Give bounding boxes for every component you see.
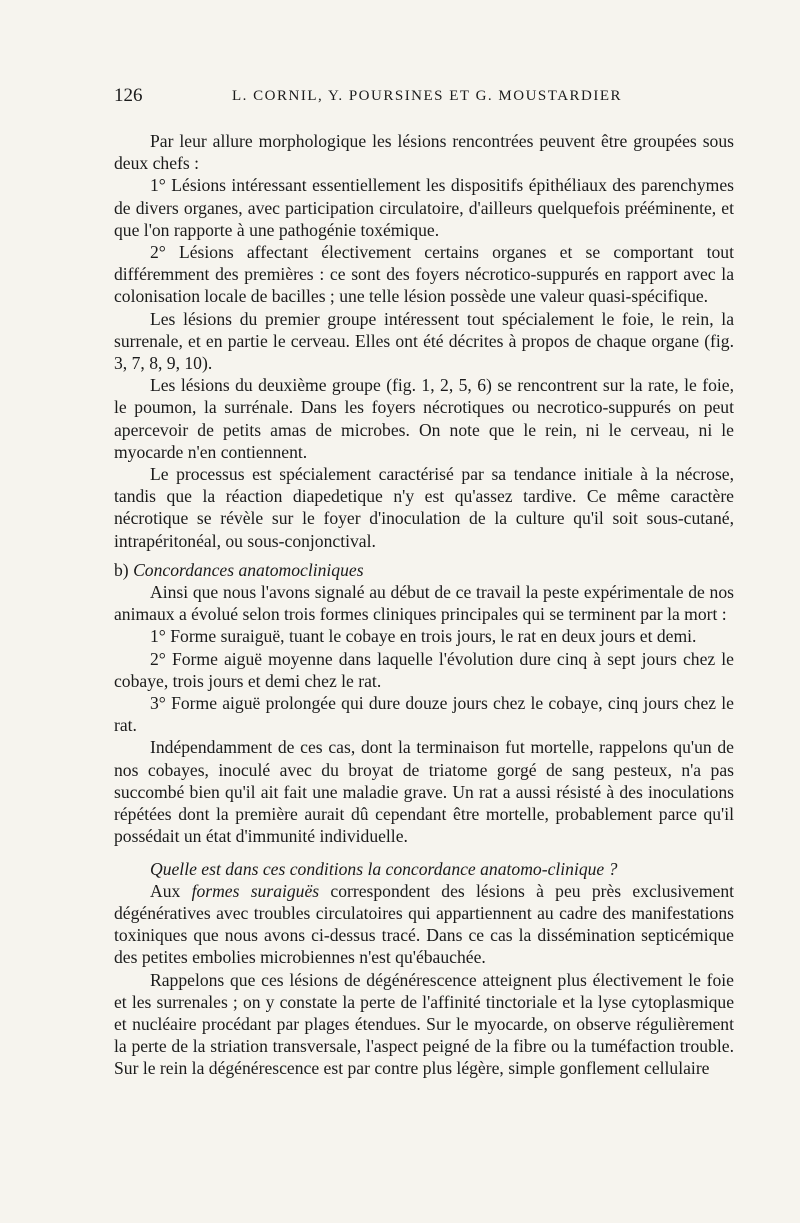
paragraph-12-italic: formes suraiguës xyxy=(191,880,320,901)
paragraph-13: Rappelons que ces lésions de dégénérescence atteignent plus électivement le foie et les surrenales ; on y constate la perte de l'affinité tinctoriale et la lyse cytoplasmique et nucléaire procédant par plages étendues. Sur le myocarde, on observe régulièrement la perte de la striation transversale, l'aspect peigné de la fibre ou la tuméfaction trouble. Sur le rein la dégénérescence est par contre plus légère, simple gonflement cellulaire xyxy=(114,969,734,1079)
page-number: 126 xyxy=(114,85,143,106)
section-heading xyxy=(114,559,734,581)
paragraph-6: Le processus est spécialement caractérisé par sa tendance initiale à la nécrose, tandis que la réaction diapedetique n'y est qu'assez tardive. Ce même caractère nécrotique se révèle sur le foyer d'inoculation de la culture qu'il soit sous-cutané, intrapéritonéal, ou sous-conjonctival. xyxy=(114,464,734,551)
paragraph-1: Par leur allure morphologique les lésions rencontrées peuvent être groupées sous deux chefs : xyxy=(114,131,734,174)
paragraph-5: Les lésions du deuxième groupe (fig. 1, 2, 5, 6) se rencontrent sur la rate, le foie, le poumon, la surrénale. Dans les foyers nécrotiques ou necrotico-suppurés on peut apercevoir de petits amas de microbes. On note que le rein, ni le cerveau, ni le myocarde n'en contiennent. xyxy=(114,375,734,462)
running-title: L. CORNIL, Y. POURSINES ET G. MOUSTARDIER xyxy=(232,88,623,104)
paragraph-7: Ainsi que nous l'avons signalé au début de ce travail la peste expérimentale de nos animaux a évolué selon trois formes cliniques principales qui se terminent par la mort : xyxy=(114,582,734,625)
paragraph-10: 3° Forme aiguë prolongée qui dure douze jours chez le cobaye, cinq jours chez le rat. xyxy=(114,693,734,736)
paragraph-4: Les lésions du premier groupe intéressent tout spécialement le foie, le rein, la surrenale, et en partie le cerveau. Elles ont été décrites à propos de chaque organe (fig. 3, 7, 8, 9, 10). xyxy=(114,308,734,374)
paragraph-2: 1° Lésions intéressant essentiellement les dispositifs épithéliaux des parenchymes de divers organes, avec participation circulatoire, d'ailleurs quelquefois prééminente, et que l'on rapporte à une pathogénie toxémique. xyxy=(114,175,734,240)
body-text xyxy=(114,130,734,1080)
paragraph-12-start: Aux xyxy=(150,880,192,901)
paragraph-11: Indépendamment de ces cas, dont la terminaison fut mortelle, rappelons qu'un de nos cobayes, inoculé avec du broyat de triatome gorgé de sang pesteux, n'a pas succombé bien qu'il ait fait une maladie grave. Un rat a aussi résisté à des inoculations répétées dont la première aurait dû cependant être mortelle, probablement parce qu'il possédait un état d'immunité individuelle. xyxy=(114,737,734,847)
paragraph-8: 1° Forme suraiguë, tuant le cobaye en trois jours, le rat en deux jours et demi. xyxy=(150,626,697,647)
paragraph-3: 2° Lésions affectant électivement certains organes et se comportant tout différemment des premières : ce sont des foyers nécrotico-suppurés en rapport avec la colonisation locale de bacilles ; une telle lésion possède une valeur quasi-spécifique. xyxy=(114,242,734,307)
paragraph-12-rest: correspondent des lésions à peu près exclusivement dégénératives avec troubles circulatoires qui appartiennent au cadre des manifestations toxiniques que nous avons ci-dessus tracé. Dans ce cas la dissémination septicémique des petites embolies microbiennes n'est qu'ébauchée. xyxy=(114,880,735,968)
section-heading-label: b) xyxy=(114,559,134,580)
subheading: Quelle est dans ces conditions la concordance anatomo-clinique ? xyxy=(150,858,618,879)
section-heading-title: Concordances anatomocliniques xyxy=(133,559,364,580)
paragraph-12 xyxy=(114,880,734,969)
paragraph-9: 2° Forme aiguë moyenne dans laquelle l'évolution dure cinq à sept jours chez le cobaye, trois jours et demi chez le rat. xyxy=(114,648,734,691)
